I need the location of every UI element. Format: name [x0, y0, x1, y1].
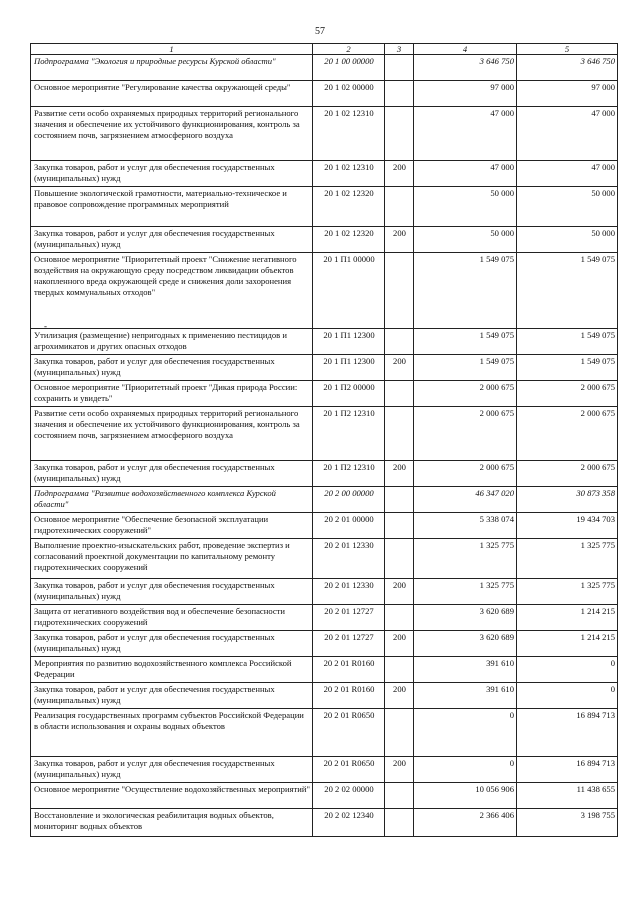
- row-vr: [385, 709, 414, 757]
- row-vr: [385, 487, 414, 513]
- header-col-4: 4: [414, 44, 517, 55]
- row-name: Основное мероприятие "Обеспечение безопасной эксплуатации гидротехнических сооружений": [31, 513, 313, 539]
- row-vr: 200: [385, 227, 414, 253]
- row-vr: [385, 81, 414, 107]
- row-vr: [385, 783, 414, 809]
- row-amount-2: 30 873 358: [517, 487, 618, 513]
- row-code: 20 1 02 12310: [313, 161, 385, 187]
- row-code: 20 2 01 R0160: [313, 657, 385, 683]
- row-vr: [385, 187, 414, 227]
- header-col-5: 5: [517, 44, 618, 55]
- table-row: [31, 809, 618, 837]
- row-name: Основное мероприятие "Регулирование качества окружающей среды": [31, 81, 313, 107]
- table-row: [31, 253, 618, 329]
- row-amount-1: 1 325 775: [414, 539, 517, 579]
- row-amount-1: 1 549 075: [414, 329, 517, 355]
- row-name: Мероприятия по развитию водохозяйственного комплекса Российской Федерации: [31, 657, 313, 683]
- row-amount-1: 47 000: [414, 161, 517, 187]
- row-name: Закупка товаров, работ и услуг для обеспечения государственных (муниципальных) нужд: [31, 579, 313, 605]
- row-amount-1: 3 620 689: [414, 605, 517, 631]
- row-name: Повышение экологической грамотности, материально-техническое и правовое сопровождение программных мероприятий: [31, 187, 313, 227]
- row-vr: [385, 55, 414, 81]
- row-code: 20 2 01 12727: [313, 631, 385, 657]
- row-amount-1: 391 610: [414, 683, 517, 709]
- table-row: [31, 783, 618, 809]
- row-name: Защита от негативного воздействия вод и обеспечение безопасности гидротехнических сооружений: [31, 605, 313, 631]
- row-amount-1: 10 056 906: [414, 783, 517, 809]
- row-name: Подпрограмма "Развитие водохозяйственного комплекса Курской области": [31, 487, 313, 513]
- row-amount-2: 50 000: [517, 227, 618, 253]
- row-amount-2: 1 325 775: [517, 579, 618, 605]
- row-amount-1: 2 000 675: [414, 461, 517, 487]
- table-row: [31, 381, 618, 407]
- row-name: Закупка товаров, работ и услуг для обеспечения государственных (муниципальных) нужд: [31, 757, 313, 783]
- row-vr: [385, 381, 414, 407]
- row-vr: 200: [385, 579, 414, 605]
- row-amount-1: 46 347 020: [414, 487, 517, 513]
- table-row: [31, 757, 618, 783]
- row-code: 20 2 01 R0160: [313, 683, 385, 709]
- table-row: [31, 227, 618, 253]
- stray-mark: -: [44, 321, 47, 331]
- row-amount-1: 391 610: [414, 657, 517, 683]
- row-amount-2: 3 198 755: [517, 809, 618, 837]
- row-name: Развитие сети особо охраняемых природных территорий регионального значения и обеспечение их устойчивого функционирования, контроль за состоянием почв, загрязнением атмосферного воздуха: [31, 107, 313, 161]
- row-amount-2: 1 325 775: [517, 539, 618, 579]
- table-row: [31, 683, 618, 709]
- row-name: Восстановление и экологическая реабилитация водных объектов, мониторинг водных объектов: [31, 809, 313, 837]
- row-vr: [385, 657, 414, 683]
- row-amount-1: 97 000: [414, 81, 517, 107]
- row-vr: [385, 329, 414, 355]
- row-vr: [385, 107, 414, 161]
- row-code: 20 2 01 12330: [313, 579, 385, 605]
- row-code: 20 1 П1 12300: [313, 355, 385, 381]
- row-name: Реализация государственных программ субъектов Российской Федерации в области использования и охраны водных объектов: [31, 709, 313, 757]
- row-amount-2: 97 000: [517, 81, 618, 107]
- row-code: 20 1 00 00000: [313, 55, 385, 81]
- row-amount-2: 47 000: [517, 107, 618, 161]
- row-vr: 200: [385, 683, 414, 709]
- row-name: Закупка товаров, работ и услуг для обеспечения государственных (муниципальных) нужд: [31, 683, 313, 709]
- row-amount-1: 2 366 406: [414, 809, 517, 837]
- table-row: [31, 107, 618, 161]
- table-row: [31, 539, 618, 579]
- table-row: [31, 657, 618, 683]
- row-amount-1: 3 646 750: [414, 55, 517, 81]
- row-code: 20 2 01 12330: [313, 539, 385, 579]
- row-amount-2: 2 000 675: [517, 407, 618, 461]
- row-code: 20 1 П2 00000: [313, 381, 385, 407]
- row-code: 20 1 02 12310: [313, 107, 385, 161]
- row-amount-2: 19 434 703: [517, 513, 618, 539]
- row-code: 20 2 01 R0650: [313, 757, 385, 783]
- table-row: [31, 81, 618, 107]
- row-amount-1: 0: [414, 757, 517, 783]
- row-code: 20 1 П2 12310: [313, 407, 385, 461]
- header-col-2: 2: [313, 44, 385, 55]
- row-vr: 200: [385, 161, 414, 187]
- row-vr: 200: [385, 461, 414, 487]
- row-amount-2: 0: [517, 683, 618, 709]
- row-amount-2: 0: [517, 657, 618, 683]
- row-amount-2: 2 000 675: [517, 461, 618, 487]
- row-name: Развитие сети особо охраняемых природных территорий регионального значения и обеспечение их устойчивого функционирования, контроль за состоянием почв, загрязнением атмосферного воздуха: [31, 407, 313, 461]
- row-name: Закупка товаров, работ и услуг для обеспечения государственных (муниципальных) нужд: [31, 355, 313, 381]
- row-name: Закупка товаров, работ и услуг для обеспечения государственных (муниципальных) нужд: [31, 227, 313, 253]
- row-code: 20 2 02 00000: [313, 783, 385, 809]
- row-amount-2: 1 549 075: [517, 329, 618, 355]
- row-amount-2: 50 000: [517, 187, 618, 227]
- table-row: [31, 487, 618, 513]
- row-amount-2: 3 646 750: [517, 55, 618, 81]
- table-row: [31, 55, 618, 81]
- row-name: Закупка товаров, работ и услуг для обеспечения государственных (муниципальных) нужд: [31, 461, 313, 487]
- row-amount-1: 5 338 074: [414, 513, 517, 539]
- row-amount-2: 16 894 713: [517, 757, 618, 783]
- row-vr: [385, 513, 414, 539]
- table-row: [31, 329, 618, 355]
- row-name: Подпрограмма "Экология и природные ресурсы Курской области": [31, 55, 313, 81]
- row-code: 20 1 02 12320: [313, 187, 385, 227]
- row-vr: 200: [385, 355, 414, 381]
- row-code: 20 2 01 00000: [313, 513, 385, 539]
- row-name: Основное мероприятие "Осуществление водохозяйственных мероприятий": [31, 783, 313, 809]
- row-vr: [385, 407, 414, 461]
- row-name: Закупка товаров, работ и услуг для обеспечения государственных (муниципальных) нужд: [31, 631, 313, 657]
- row-amount-1: 50 000: [414, 227, 517, 253]
- row-amount-1: 3 620 689: [414, 631, 517, 657]
- table-row: [31, 513, 618, 539]
- row-code: 20 2 02 12340: [313, 809, 385, 837]
- table-row: [31, 631, 618, 657]
- row-amount-2: 1 549 075: [517, 253, 618, 329]
- row-name: Основное мероприятие "Приоритетный проект "Дикая природа России: сохранить и увидеть": [31, 381, 313, 407]
- row-amount-1: 50 000: [414, 187, 517, 227]
- page-number: 57: [315, 26, 325, 37]
- row-amount-2: 47 000: [517, 161, 618, 187]
- row-amount-1: 47 000: [414, 107, 517, 161]
- row-amount-2: 11 438 655: [517, 783, 618, 809]
- row-amount-1: 1 549 075: [414, 253, 517, 329]
- row-code: 20 2 01 12727: [313, 605, 385, 631]
- table-row: [31, 579, 618, 605]
- row-vr: [385, 253, 414, 329]
- row-name: Закупка товаров, работ и услуг для обеспечения государственных (муниципальных) нужд: [31, 161, 313, 187]
- row-amount-2: 1 214 215: [517, 631, 618, 657]
- table-body: [31, 55, 618, 837]
- row-vr: 200: [385, 757, 414, 783]
- row-amount-1: 1 325 775: [414, 579, 517, 605]
- row-code: 20 1 П1 00000: [313, 253, 385, 329]
- row-amount-1: 2 000 675: [414, 381, 517, 407]
- row-amount-2: 16 894 713: [517, 709, 618, 757]
- row-amount-2: 2 000 675: [517, 381, 618, 407]
- row-amount-2: 1 549 075: [517, 355, 618, 381]
- row-vr: [385, 539, 414, 579]
- row-vr: 200: [385, 631, 414, 657]
- budget-table: [30, 43, 618, 837]
- header-row: [31, 44, 618, 55]
- row-name: Выполнение проектно-изыскательских работ, проведение экспертиз и согласований проектной документации по капитальному ремонту гидротехнических сооружений: [31, 539, 313, 579]
- row-code: 20 1 П1 12300: [313, 329, 385, 355]
- row-vr: [385, 605, 414, 631]
- table-row: [31, 161, 618, 187]
- header-col-1: 1: [31, 44, 313, 55]
- row-amount-1: 1 549 075: [414, 355, 517, 381]
- table-row: [31, 605, 618, 631]
- row-code: 20 1 П2 12310: [313, 461, 385, 487]
- row-amount-1: 2 000 675: [414, 407, 517, 461]
- row-code: 20 1 02 00000: [313, 81, 385, 107]
- row-name: Основное мероприятие "Приоритетный проект "Снижение негативного воздействия на окружающую среду посредством ликвидации объектов накопленного вреда окружающей среде и снижения доли захоронения твердых коммунальных отходов": [31, 253, 313, 329]
- row-name: Утилизация (размещение) непригодных к применению пестицидов и агрохимикатов и других опасных отходов: [31, 329, 313, 355]
- table-row: [31, 187, 618, 227]
- header-col-3: 3: [385, 44, 414, 55]
- row-amount-1: 0: [414, 709, 517, 757]
- table-row: [31, 355, 618, 381]
- row-vr: [385, 809, 414, 837]
- row-code: 20 2 01 R0650: [313, 709, 385, 757]
- row-amount-2: 1 214 215: [517, 605, 618, 631]
- table-row: [31, 407, 618, 461]
- row-code: 20 1 02 12320: [313, 227, 385, 253]
- table-row: [31, 709, 618, 757]
- row-code: 20 2 00 00000: [313, 487, 385, 513]
- table-row: [31, 461, 618, 487]
